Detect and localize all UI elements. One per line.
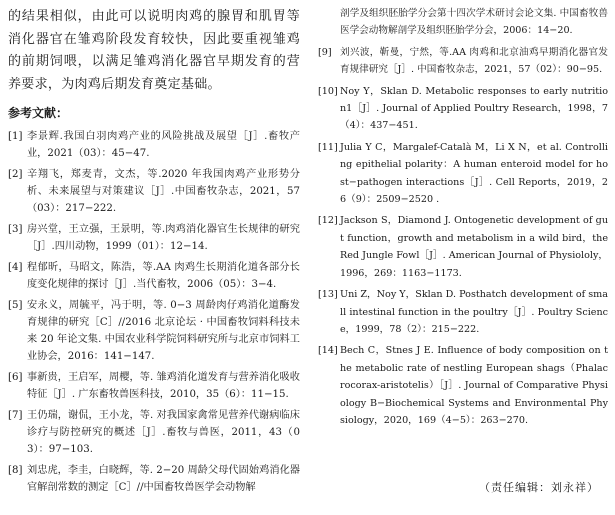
reference-number: [5] — [8, 300, 23, 311]
references-list-left — [8, 128, 300, 496]
reference-text: 程郁昕，马昭文，陈浩，等.AA 肉鸡生长期消化道各部分长度变化规律的探讨［J］.当代畜牧，2006（05）：3−4. — [27, 262, 300, 290]
reference-item — [8, 407, 300, 458]
reference-text: Julia Y C，Margalef-Català M，Li X N，et al. Controlling epithelial polarity：A human enteroid model for host−pathogen interactions［J］. Cell Reports，2019，26（9）：2509−2520 . — [340, 141, 608, 206]
reference-text: 李景辉.我国白羽肉鸡产业的风险挑战及展望［J］.畜牧产业，2021（03）：45−47. — [27, 131, 300, 159]
reference-number: [9] — [318, 46, 332, 58]
reference-text: 刘忠虎，李圭，白晓辉，等. 2−20 周龄父母代固始鸡消化器官解剖常数的测定［C］//中国畜牧兽医学会动物解 — [27, 465, 300, 493]
reference-text: 事新贵，王启军，周樱，等. 雏鸡消化道发育与营养消化吸收特征［J］. 广东畜牧兽医科技，2010，35（6）：11−15. — [27, 372, 300, 400]
body-paragraph: 的结果相似，由此可以说明肉鸡的腺胃和肌胃等消化器官在雏鸡阶段发育较快，因此要重视雏鸡的前期饲喂，以满足雏鸡消化器官早期发育的营养要求，为肉鸡后期发育奠定基础。 — [8, 9, 300, 92]
reference-number: [7] — [8, 410, 23, 421]
reference-item — [318, 139, 608, 209]
reference-number: [13] — [318, 289, 338, 301]
reference-item — [8, 166, 300, 217]
reference-number: [11] — [318, 141, 338, 153]
reference-text: 安永义，周毓平，冯于明，等. 0−3 周龄肉仔鸡消化道酶发育规律的研究［C］//2016 北京论坛 · 中国畜牧饲料科技未来 20 年论文集. 中国农业科学院饲料研究所与北京市饲料工业协会，2016：141−147. — [27, 300, 300, 362]
reference-number: [12] — [318, 215, 338, 227]
reference-text: 辛翔飞，郑麦青，文杰，等.2020 年我国肉鸡产业形势分析、未来展望与对策建议［J］.中国畜牧杂志，2021，57（03）：217−222. — [27, 169, 300, 214]
reference-text: 剖学及组织胚胎学分会第十四次学术研讨会论文集. 中国畜牧兽医学会动物解剖学及组织胚胎学分会，2006：14−20. — [340, 8, 608, 37]
references-list-right — [318, 5, 608, 429]
reference-item — [318, 342, 608, 429]
reference-item — [318, 5, 608, 40]
reference-text: 王仍瑞，谢侃，王小龙，等. 对我国家禽常见营养代谢病临床诊疗与防控研究的概述［J］.畜牧与兽医，2011，43（03）：97−103. — [27, 410, 300, 455]
reference-item — [318, 212, 608, 282]
reference-item — [8, 369, 300, 403]
reference-number: [6] — [8, 372, 23, 383]
reference-item — [318, 286, 608, 338]
reference-text: 房兴堂，王立强，王景明，等.肉鸡消化器官生长规律的研究［J］.四川动物，1999（01）：12−14. — [27, 224, 300, 252]
reference-number: [14] — [318, 345, 338, 357]
reference-number: [3] — [8, 224, 23, 235]
reference-text: 刘兴波，靳曼，宁然，等.AA 肉鸡和北京油鸡早期消化器官发育规律研究［J］. 中国畜牧杂志，2021，57（02）：90−95. — [340, 46, 608, 76]
reference-text: Noy Y，Sklan D. Metabolic responses to early nutrition1［J］. Journal of Applied Poultry Research，1998，7（4）：437−451. — [340, 85, 608, 132]
reference-text: Bech C，Stnes J E. Influence of body composition on the metabolic rate of nestling European shags（Phalacrocorax-aristotelis）［J］. Journal of Comparative Physiology B−Biochemical Systems and Environmental Physiology，2020，169（4−5）：263−270. — [340, 345, 608, 426]
right-column — [318, 0, 608, 433]
editor-credit: （责任编辑：刘永祥） — [479, 481, 599, 494]
reference-item — [318, 83, 608, 135]
reference-item — [8, 297, 300, 365]
reference-number: [1] — [8, 131, 23, 142]
reference-item — [318, 44, 608, 79]
reference-number: [10] — [318, 85, 338, 97]
left-column — [8, 0, 300, 500]
reference-item — [8, 128, 300, 162]
reference-item — [8, 221, 300, 255]
reference-text: Uni Z，Noy Y，Sklan D. Posthatch development of small intestinal function in the poultry［J］. Poultry Science，1999，78（2）：215−222. — [340, 289, 608, 335]
reference-item — [8, 259, 300, 293]
reference-item — [8, 462, 300, 496]
reference-number: [2] — [8, 169, 23, 180]
reference-text: Jackson S，Diamond J. Ontogenetic development of gut function，growth and metabolism in a wild bird，the Red Jungle Fowl［J］. American Journal of Physiololy，1996，269：1163−1173. — [340, 215, 608, 279]
reference-number: [4] — [8, 262, 23, 273]
reference-number: [8] — [8, 465, 23, 476]
references-heading: 参考文献： — [8, 106, 69, 120]
